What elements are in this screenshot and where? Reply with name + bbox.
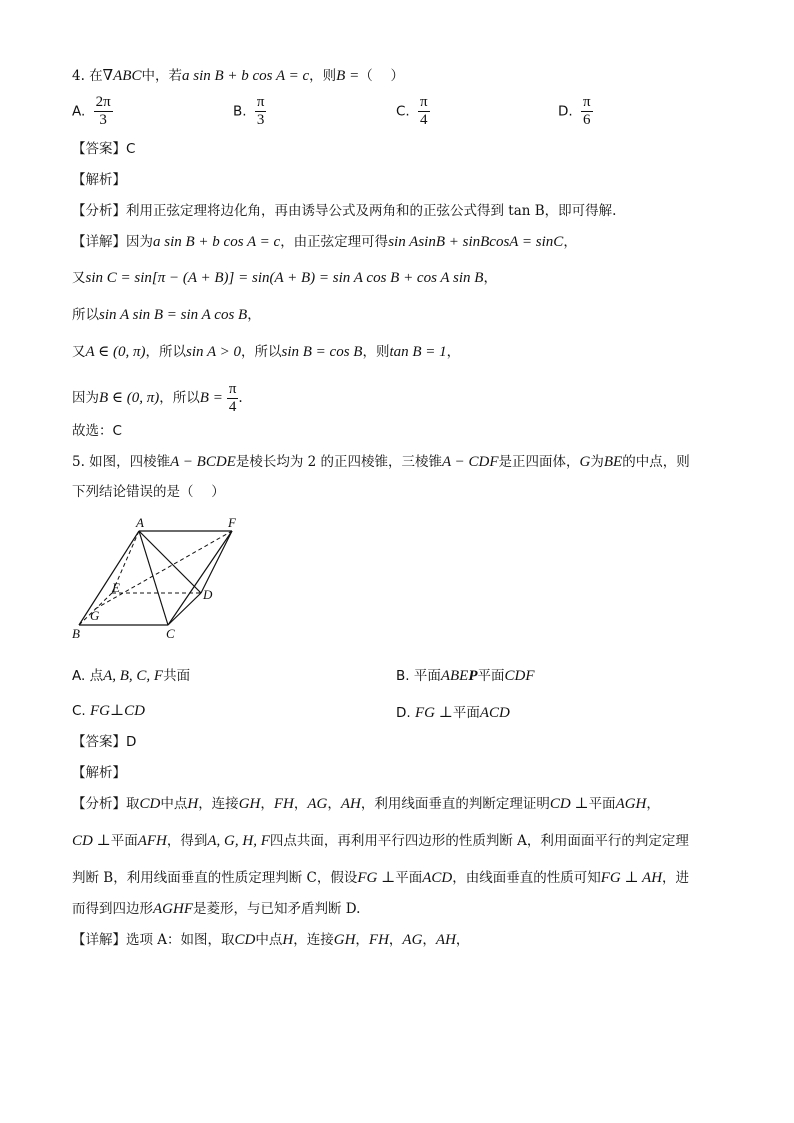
denominator: 4 — [228, 399, 237, 415]
text: 因为 — [126, 234, 153, 250]
math: ACD — [422, 870, 453, 886]
answer-tag: 【答案】 — [72, 141, 126, 157]
math: CD — [234, 932, 256, 948]
math: FH — [273, 796, 294, 812]
q5-fenxi-line4 — [72, 899, 360, 919]
q5-option-c — [72, 701, 145, 720]
denominator: 6 — [583, 112, 591, 128]
text: ，进 — [662, 870, 690, 886]
math: AGH — [615, 796, 647, 812]
text: ， — [355, 932, 369, 948]
math: ABE — [440, 668, 469, 684]
text: 又 — [72, 270, 86, 286]
fraction — [581, 94, 593, 129]
text: ， — [446, 344, 461, 360]
math: ACD — [479, 705, 510, 721]
edge-cd — [168, 593, 201, 625]
text: 平面 — [395, 870, 423, 886]
label-f: F — [228, 515, 236, 530]
math: A, G, H, F — [207, 833, 270, 849]
q4-step4 — [72, 342, 460, 362]
math: AGHF — [153, 901, 193, 917]
q5-stem-line2: 下列结论错误的是（ ） — [72, 484, 225, 500]
label-g: G — [90, 608, 100, 623]
text: 平面 — [110, 833, 138, 849]
text: ，连接 — [293, 932, 334, 948]
answer-tag: 【答案】 — [72, 734, 126, 750]
math: FG ⊥ — [357, 870, 396, 886]
xiangjie-tag: 【详解】 — [72, 932, 126, 948]
math: CD ⊥ — [72, 833, 111, 849]
option-letter: B. — [233, 103, 247, 120]
math: AG — [307, 796, 328, 812]
q4-analysis-tag: 【解析】 — [72, 172, 126, 188]
text: 因为 — [72, 390, 99, 406]
answer-value: C — [126, 141, 136, 157]
q4-stem-prefix: 4. 在 — [72, 68, 103, 84]
math: sin A > 0 — [186, 344, 241, 360]
math: A ∈ (0, π) — [85, 344, 146, 360]
pyramid-figure — [70, 512, 250, 642]
q5-stem-line1 — [72, 452, 690, 472]
label-b: B — [72, 626, 80, 641]
text: 判断 B，利用线面垂直的性质定理判断 C，假设 — [72, 870, 358, 886]
numerator: π — [228, 381, 237, 397]
q4-option-a — [72, 94, 113, 129]
text: 平面 — [588, 796, 616, 812]
denominator: 3 — [256, 112, 265, 128]
q4-step1 — [72, 232, 577, 252]
q4-fenxi — [72, 201, 616, 221]
q4-final: 故选：C — [72, 423, 122, 439]
text: 是正四面体， — [498, 454, 580, 470]
fenxi-text: 利用正弦定理将边化角，再由诱导公式及两角和的正弦公式得到 tan B，即可得解. — [126, 203, 617, 219]
math: sin A sin B = sin A cos B — [99, 307, 248, 323]
text: 四点共面，再利用平行四边形的性质判断 A，利用面面平行的判定定理 — [269, 833, 689, 849]
math: sin B = cos B — [281, 344, 363, 360]
q4-answer — [72, 139, 135, 159]
q5-fenxi-line3 — [72, 868, 689, 888]
text: ，连接 — [198, 796, 239, 812]
q4-stem-mid2: ，则 — [309, 68, 337, 84]
math: AG — [402, 932, 423, 948]
numerator: π — [582, 94, 591, 110]
math: B = — [199, 390, 223, 406]
q5-analysis-tag: 【解析】 — [72, 765, 126, 781]
q4-stem — [72, 66, 404, 86]
text: ， — [247, 307, 261, 323]
math: AH — [435, 932, 456, 948]
text: ， — [563, 234, 577, 250]
math: FG⊥CD — [90, 703, 145, 719]
q4-equation: a sin B + b cos A = c — [181, 68, 310, 84]
fraction — [418, 94, 430, 129]
text: 平面 — [452, 705, 480, 721]
text: 选项 A：如图，取 — [126, 932, 235, 948]
text: 取 — [126, 796, 140, 812]
text: ，所以 — [145, 344, 186, 360]
q4-option-d — [558, 94, 593, 129]
text: ，所以 — [159, 390, 200, 406]
text: ， — [388, 932, 403, 948]
text: 又 — [72, 344, 86, 360]
text: ， — [260, 796, 274, 812]
text: ，所以 — [241, 344, 282, 360]
q5-fenxi-line2 — [72, 831, 689, 851]
text: ， — [483, 270, 497, 286]
q5-answer — [72, 732, 136, 752]
option-letter: A. — [72, 668, 86, 684]
math: BE — [603, 454, 623, 470]
q5-option-d — [396, 701, 510, 722]
q4-stem-paren: （ ） — [359, 68, 405, 84]
option-letter: B. — [396, 668, 410, 684]
text: 而得到四边形 — [72, 901, 153, 917]
math: A − BCDE — [170, 454, 236, 470]
numerator: 2π — [95, 94, 111, 110]
option-letter: C. — [72, 703, 86, 719]
text: 是棱长均为 2 的正四棱锥，三棱锥 — [235, 454, 443, 470]
text: ， — [327, 796, 341, 812]
text: 平面 — [477, 668, 505, 684]
q4-step5 — [72, 378, 243, 418]
q4-unknown: B = — [336, 68, 360, 84]
text: ， — [422, 932, 436, 948]
fraction — [94, 94, 113, 129]
text: . — [238, 390, 243, 406]
math: CD — [139, 796, 161, 812]
math: FH — [368, 932, 389, 948]
math: H — [282, 932, 294, 948]
math: sin AsinB + sinBcosA = sinC — [388, 234, 564, 250]
fenxi-tag: 【分析】 — [72, 203, 126, 219]
text: 共面 — [163, 668, 191, 684]
numerator: π — [256, 94, 265, 110]
edge-fc — [168, 531, 232, 625]
text: ，由线面垂直的性质可知 — [452, 870, 601, 886]
math: GH — [238, 796, 261, 812]
fenxi-tag: 【分析】 — [72, 796, 126, 812]
math: B ∈ (0, π) — [99, 390, 160, 406]
text: 点 — [89, 668, 104, 684]
label-d: D — [203, 587, 213, 602]
option-letter: A. — [72, 103, 86, 120]
math: H — [187, 796, 199, 812]
text: ，则 — [362, 344, 390, 360]
q4-step2 — [72, 268, 497, 288]
text: 中点 — [160, 796, 188, 812]
text: ， — [455, 932, 470, 948]
xiangjie-tag: 【详解】 — [72, 234, 126, 250]
option-letter: C. — [396, 103, 410, 120]
text: 所以 — [72, 307, 99, 323]
math: FG ⊥ — [414, 705, 453, 721]
math: GH — [333, 932, 356, 948]
text: ，得到 — [166, 833, 208, 849]
math: CD ⊥ — [549, 796, 589, 812]
label-c: C — [166, 626, 175, 641]
denominator: 4 — [420, 112, 428, 128]
answer-value: D — [126, 734, 137, 750]
q5-option-a — [72, 664, 190, 685]
text: 的中点，则 — [622, 454, 690, 470]
denominator: 3 — [99, 112, 107, 128]
math: AFH — [137, 833, 167, 849]
text: ，由正弦定理可得 — [280, 234, 389, 250]
text: ， — [293, 796, 308, 812]
text: 是菱形，与已知矛盾判断 D. — [193, 901, 361, 917]
text: 中点 — [255, 932, 283, 948]
q4-step3 — [72, 305, 261, 325]
text: 5. 如图，四棱锥 — [72, 454, 171, 470]
edge-fd — [201, 531, 232, 593]
option-letter: D. — [396, 705, 411, 721]
math: CDF — [504, 668, 535, 684]
q4-triangle: ∇ABC — [102, 68, 142, 84]
q4-option-b — [233, 94, 266, 129]
fraction — [255, 94, 267, 129]
math: a sin B + b cos A = c — [153, 234, 281, 250]
text: ，利用线面垂直的判断定理证明 — [360, 796, 550, 812]
q5-xiangjie-line1 — [72, 930, 469, 950]
math: FG ⊥ AH — [600, 870, 663, 886]
option-letter: D. — [558, 103, 573, 120]
math: AH — [340, 796, 361, 812]
q5-fenxi-line1 — [72, 794, 660, 814]
text: ， — [646, 796, 660, 812]
numerator: π — [420, 94, 428, 110]
q4-stem-mid1: 中，若 — [141, 68, 182, 84]
q4-option-c — [396, 94, 430, 129]
label-a: A — [136, 515, 144, 530]
text: 平面 — [413, 668, 441, 684]
math: P — [468, 668, 478, 684]
math: A − CDF — [442, 454, 499, 470]
math: tan B = 1 — [389, 344, 447, 360]
q5-option-b — [396, 664, 535, 685]
label-e: E — [112, 580, 120, 595]
math: A, B, C, F — [103, 668, 164, 684]
math: sin C = sin[π − (A + B)] = sin(A + B) = sin A cos B + cos A sin B — [85, 270, 484, 286]
math: G — [579, 454, 591, 470]
edge-ab — [79, 531, 139, 625]
text: 为 — [590, 454, 604, 470]
fraction — [227, 381, 239, 416]
